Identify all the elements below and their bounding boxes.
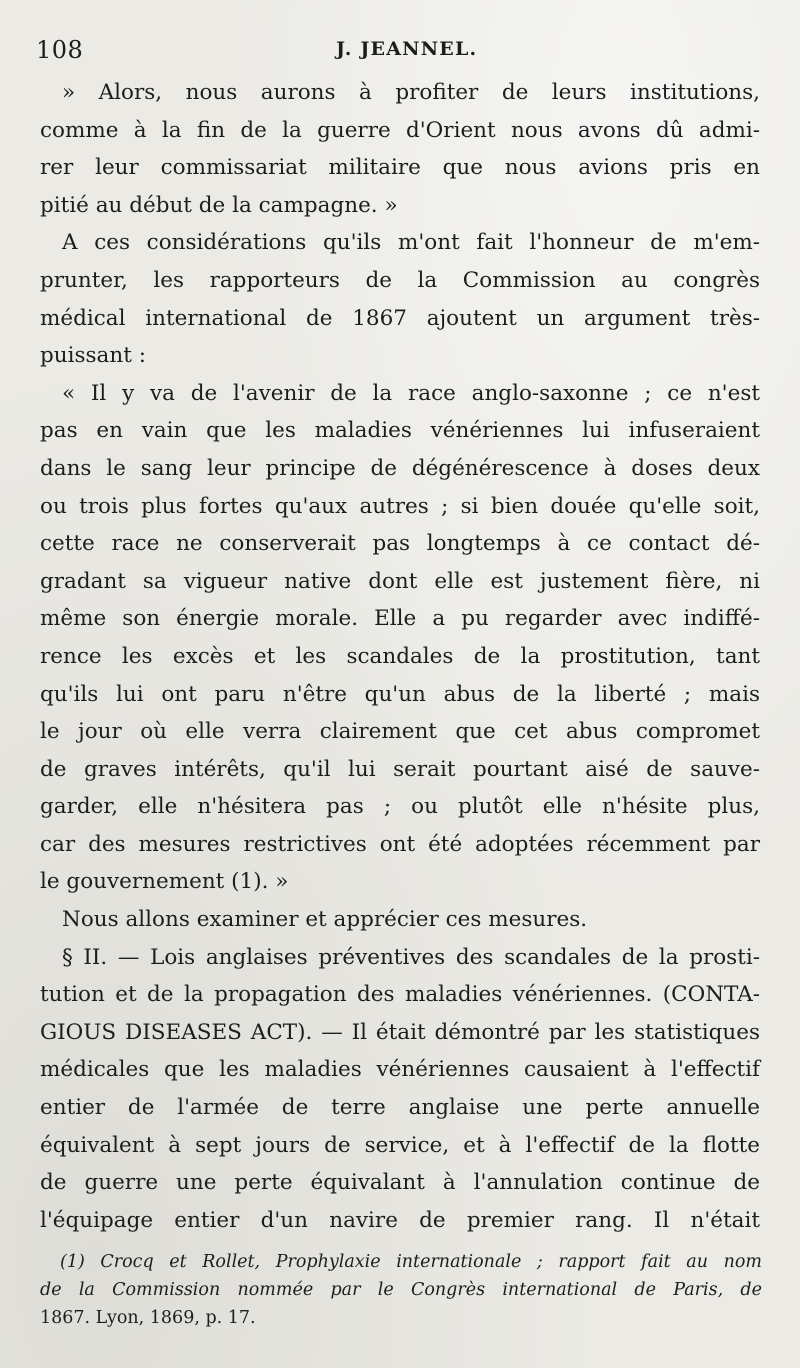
text-line: de guerre une perte équivalant à l'annulation continue de: [40, 1170, 760, 1196]
text-line: GIOUS DISEASES ACT). — Il était démontré par les statistiques: [40, 1019, 760, 1045]
running-head: J. JEANNEL.: [336, 38, 478, 60]
text-line: » Alors, nous aurons à profiter de leurs institutions,: [62, 80, 760, 105]
text-line: prunter, les rapporteurs de la Commission au congrès: [40, 267, 760, 293]
text-line: équivalent à sept jours de service, et à l'effectif de la flotte: [40, 1132, 760, 1158]
footnote-line: (1) Crocq et Rollet, Prophylaxie internationale ; rapport fait au nom: [60, 1252, 762, 1272]
text-line: médical international de 1867 ajoutent un argument très-: [40, 305, 760, 331]
text-line: qu'ils lui ont paru n'être qu'un abus de la liberté ; mais: [40, 681, 760, 707]
text-line: gradant sa vigueur native dont elle est justement fière, ni: [40, 568, 760, 594]
text-line: A ces considérations qu'ils m'ont fait l'honneur de m'em-: [62, 230, 760, 256]
text-line: Nous allons examiner et apprécier ces mesures.: [62, 907, 588, 933]
body-text: [40, 74, 760, 1239]
text-line: ou trois plus fortes qu'aux autres ; si bien douée qu'elle soit,: [40, 493, 760, 519]
text-line: le gouvernement (1). »: [40, 869, 289, 895]
footnotes: [40, 1248, 762, 1332]
text-line: comme à la fin de la guerre d'Orient nous avons dû admi-: [40, 117, 760, 143]
text-line: dans le sang leur principe de dégénérescence à doses deux: [40, 455, 760, 481]
text-line: car des mesures restrictives ont été adoptées récemment par: [40, 831, 760, 857]
text-line: rer leur commissariat militaire que nous avions pris en: [40, 155, 760, 181]
section-heading-line: tution et de la propagation des maladies vénériennes. (CONTA-: [40, 982, 760, 1008]
text-line: entier de l'armée de terre anglaise une perte annuelle: [40, 1095, 760, 1121]
text-line: « Il y va de l'avenir de la race anglo-saxonne ; ce n'est: [62, 380, 760, 406]
section-heading-line: § II. — Lois anglaises préventives des scandales de la prosti-: [62, 944, 760, 970]
text-line: de graves intérêts, qu'il lui serait pourtant aisé de sauve-: [40, 756, 760, 782]
text-line: médicales que les maladies vénériennes causaient à l'effectif: [40, 1057, 760, 1083]
text-line: pas en vain que les maladies vénériennes lui infuseraient: [40, 418, 760, 444]
text-line: même son énergie morale. Elle a pu regarder avec indiffé-: [40, 606, 760, 632]
text-line: rence les excès et les scandales de la prostitution, tant: [40, 643, 760, 669]
text-line: puissant :: [40, 343, 146, 369]
text-line: pitié au début de la campagne. »: [40, 192, 398, 218]
footnote-line: de la Commission nommée par le Congrès international de Paris, de: [40, 1280, 762, 1300]
text-line: garder, elle n'hésitera pas ; ou plutôt elle n'hésite plus,: [40, 794, 760, 820]
text-line: le jour où elle verra clairement que cet abus compromet: [40, 719, 760, 745]
footnote-line: 1867. Lyon, 1869, p. 17.: [40, 1308, 256, 1328]
page-number: 108: [36, 36, 84, 64]
text-line: cette race ne conserverait pas longtemps à ce contact dé-: [40, 531, 760, 557]
page-header: [36, 36, 760, 76]
text-line: l'équipage entier d'un navire de premier rang. Il n'était: [40, 1207, 760, 1233]
